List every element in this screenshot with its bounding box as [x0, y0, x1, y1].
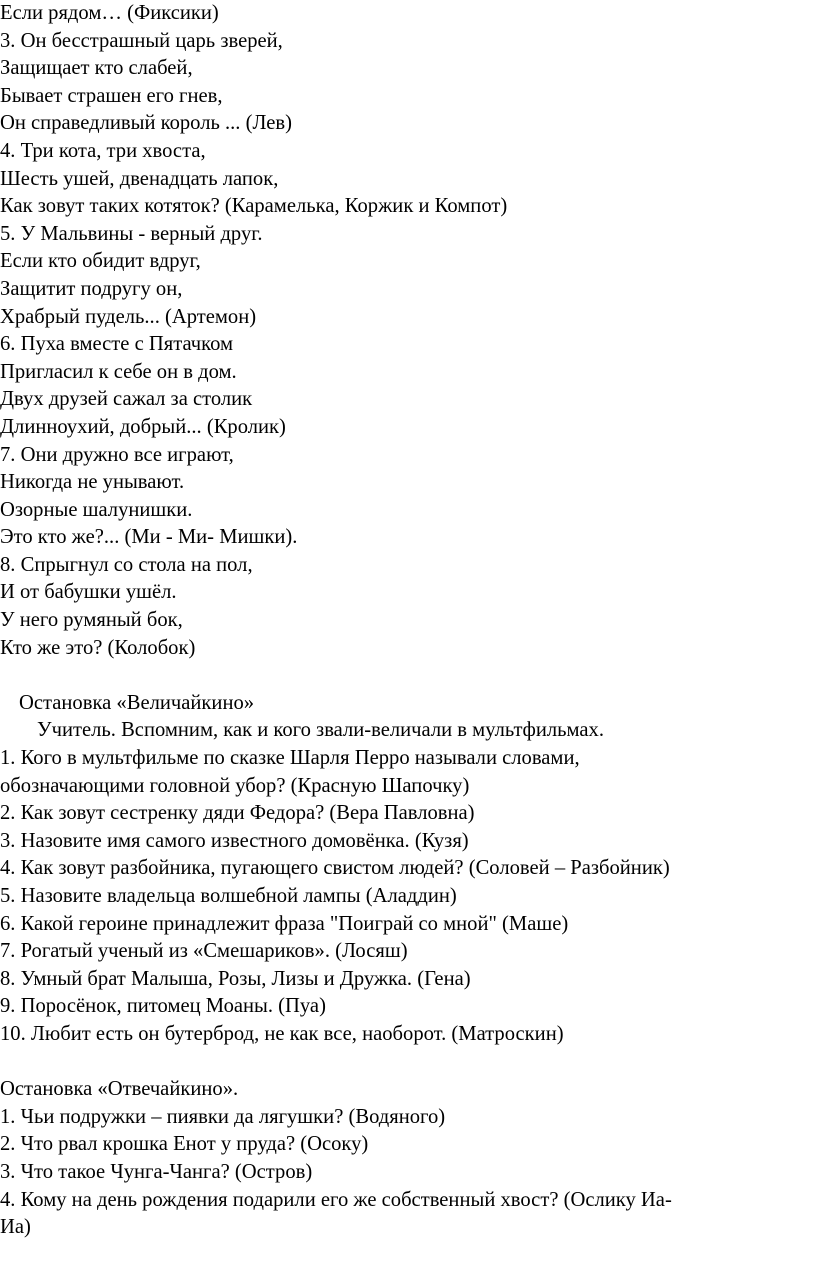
- section-intro: Учитель. Вспомним, как и кого звали-величали в мультфильмах.: [37, 719, 604, 742]
- question-line: 1. Кого в мультфильме по сказке Шарля Перро называли словами,: [0, 747, 580, 770]
- paragraph-spacer: [0, 1049, 812, 1077]
- text-line: Длинноухий, добрый... (Кролик): [0, 415, 286, 438]
- text-line: Храбрый пудель... (Артемон): [0, 305, 257, 328]
- text-line: Он справедливый король ... (Лев): [0, 112, 293, 135]
- text-line: Шесть ушей, двенадцать лапок,: [0, 167, 279, 190]
- section-heading: Остановка «Величайкино»: [19, 691, 255, 714]
- text-line: Кто же это? (Колобок): [0, 636, 196, 659]
- text-line: Если рядом… (Фиксики): [0, 2, 219, 24]
- question-line: 4. Кому на день рождения подарили его же собственный хвост? (Ослику Иа-: [0, 1188, 672, 1211]
- question-line: 2. Что рвал крошка Енот у пруда? (Осоку): [0, 1133, 369, 1156]
- text-line: 5. У Мальвины - верный друг.: [0, 222, 263, 245]
- text-line: Озорные шалунишки.: [0, 498, 193, 521]
- text-line: 7. Они дружно все играют,: [0, 443, 234, 466]
- text-line: 3. Он бесстрашный царь зверей,: [0, 29, 283, 52]
- question-line: 10. Любит есть он бутерброд, не как все, наоборот. (Матроскин): [0, 1022, 564, 1045]
- text-line: Если кто обидит вдруг,: [0, 250, 201, 273]
- velichaikino-section: [0, 690, 812, 1049]
- question-line: 5. Назовите владельца волшебной лампы (Аладдин): [0, 885, 457, 907]
- text-line: Защитит подругу он,: [0, 277, 183, 300]
- text-line: 6. Пуха вместе с Пятачком: [0, 333, 234, 356]
- question-line: 4. Как зовут разбойника, пугающего свистом людей? (Соловей – Разбойник): [0, 857, 670, 880]
- text-line: Защищает кто слабей,: [0, 57, 193, 80]
- text-line: Как зовут таких котяток? (Карамелька, Коржик и Компот): [0, 195, 508, 218]
- question-line: Иа): [0, 1216, 31, 1239]
- text-line: 8. Спрыгнул со стола на пол,: [0, 553, 253, 576]
- question-line: 2. Как зовут сестренку дяди Федора? (Вера Павловна): [0, 802, 475, 825]
- text-line: У него румяный бок,: [0, 609, 183, 632]
- text-line: Пригласил к себе он в дом.: [0, 360, 237, 383]
- question-line: 1. Чьи подружки – пиявки да лягушки? (Водяного): [0, 1105, 446, 1128]
- question-line: обозначающими головной убор? (Красную Шапочку): [0, 774, 470, 797]
- text-line: Никогда не унывают.: [0, 471, 185, 494]
- text-line: Это кто же?... (Ми - Ми- Мишки).: [0, 526, 298, 549]
- question-line: 3. Назовите имя самого известного домовёнка. (Кузя): [0, 829, 469, 852]
- text-line: 4. Три кота, три хвоста,: [0, 139, 206, 162]
- question-line: 3. Что такое Чунга-Чанга? (Остров): [0, 1160, 313, 1183]
- text-line: Двух друзей сажал за столик: [0, 388, 253, 411]
- question-line: 8. Умный брат Малыша, Розы, Лизы и Дружка. (Гена): [0, 967, 471, 990]
- text-line: И от бабушки ушёл.: [0, 581, 177, 604]
- question-line: 9. Поросёнок, питомец Моаны. (Пуа): [0, 995, 326, 1018]
- otvechaikino-section: [0, 1076, 812, 1242]
- paragraph-spacer: [0, 662, 812, 690]
- text-line: Бывает страшен его гнев,: [0, 84, 223, 107]
- question-line: 7. Рогатый ученый из «Смешариков». (Лосяш): [0, 940, 408, 963]
- question-line: 6. Какой героине принадлежит фраза "Поиграй со мной" (Маше): [0, 912, 569, 935]
- section-heading: Остановка «Отвечайкино».: [0, 1078, 239, 1101]
